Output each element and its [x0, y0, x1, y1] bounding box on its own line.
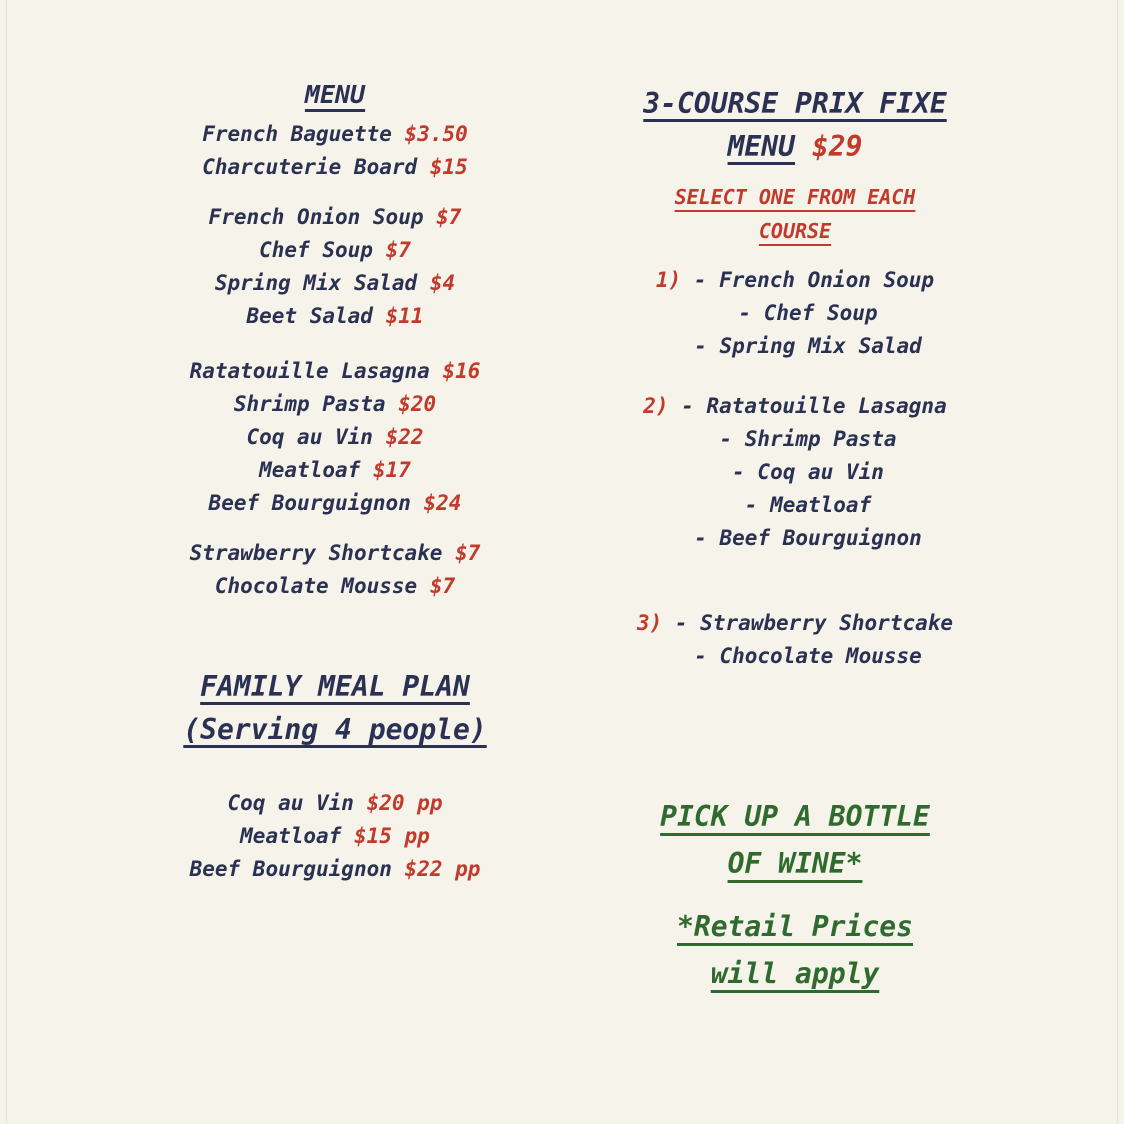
family-item-name: Coq au Vin [227, 791, 354, 815]
course-number: 2) [643, 394, 669, 418]
menu-group-desserts [120, 537, 550, 603]
menu-item-price: $22 [385, 425, 424, 449]
course-2 [580, 390, 1010, 555]
menu-item-price: $16 [442, 359, 481, 383]
family-meal-title: FAMILY MEAL PLAN [200, 670, 470, 703]
menu-item-price: $3.50 [404, 122, 468, 146]
course-item [580, 607, 1010, 640]
menu-group-mains [120, 355, 550, 520]
menu-item-name: Chef Soup [259, 238, 373, 262]
family-item-price: $22 pp [404, 857, 481, 881]
menu-item-price: $7 [455, 541, 481, 565]
menu-item-name: Ratatouille Lasagna [189, 359, 430, 383]
course-item: - Beef Bourguignon [694, 526, 922, 550]
family-meal-subtitle: (Serving 4 people) [183, 713, 487, 746]
family-item [120, 820, 550, 853]
menu-item-price: $7 [436, 205, 462, 229]
course-item: - Chocolate Mousse [694, 644, 922, 668]
menu-item-price: $17 [372, 458, 411, 482]
course-item-name: - Ratatouille Lasagna [681, 394, 947, 418]
menu-item [120, 151, 550, 184]
family-item-price: $15 pp [353, 824, 430, 848]
family-item-name: Meatloaf [240, 824, 342, 848]
wine-section [580, 793, 1010, 997]
menu-item [120, 355, 550, 388]
a-la-carte-column [120, 78, 550, 886]
wine-note: *Retail Prices [676, 910, 913, 943]
course-1 [580, 264, 1010, 363]
prix-fixe-menu-label: MENU [727, 130, 795, 163]
family-item-price: $20 pp [366, 791, 443, 815]
menu-item [120, 267, 550, 300]
menu-item [120, 388, 550, 421]
menu-title: MENU [304, 80, 366, 109]
course-item: - Meatloaf [744, 493, 872, 517]
course-number: 1) [655, 268, 682, 292]
wine-heading: PICK UP A BOTTLE [660, 800, 930, 833]
menu-item [120, 487, 550, 520]
course-item [580, 264, 1010, 297]
wine-heading-line2: OF WINE* [727, 847, 863, 880]
prix-fixe-title-line2 [580, 125, 1010, 168]
menu-item-name: Spring Mix Salad [214, 271, 418, 295]
menu-item-name: Beet Salad [246, 304, 373, 328]
menu-item [120, 454, 550, 487]
menu-group-soups-salads [120, 201, 550, 333]
menu-item-price: $7 [429, 574, 456, 598]
menu-item-name: French Onion Soup [208, 205, 424, 229]
course-item: - Shrimp Pasta [719, 427, 897, 451]
menu-item-name: Strawberry Shortcake [189, 541, 443, 565]
menu-item [120, 537, 550, 570]
family-item-name: Beef Bourguignon [189, 857, 392, 881]
prix-fixe-instruction-line2: COURSE [758, 219, 832, 243]
menu-item-name: French Baguette [202, 122, 392, 146]
prix-fixe-title: 3-COURSE PRIX FIXE [643, 87, 947, 120]
course-item: - Coq au Vin [732, 460, 884, 484]
menu-item-name: Shrimp Pasta [233, 392, 386, 416]
family-meal-section [120, 665, 550, 886]
menu-item-price: $20 [398, 392, 437, 416]
prix-fixe-price: $29 [811, 130, 863, 163]
course-item: - Spring Mix Salad [694, 334, 922, 358]
menu-group-starters [120, 118, 550, 184]
course-number: 3) [636, 611, 663, 635]
menu-item [120, 421, 550, 454]
menu-item [120, 300, 550, 333]
course-item-name: - French Onion Soup [693, 268, 935, 292]
menu-item-price: $7 [385, 238, 411, 262]
course-item [580, 390, 1010, 423]
menu-item-name: Chocolate Mousse [214, 574, 418, 598]
menu-item-price: $4 [429, 271, 456, 295]
menu-item [120, 234, 550, 267]
prix-fixe-instruction: SELECT ONE FROM EACH [674, 185, 916, 209]
menu-item-price: $24 [423, 491, 462, 515]
course-item: - Chef Soup [738, 301, 878, 325]
menu-item-name: Beef Bourguignon [208, 491, 411, 515]
wine-note-line2: will apply [710, 957, 880, 990]
family-item [120, 787, 550, 820]
menu-item-price: $15 [429, 155, 468, 179]
menu-item-price: $11 [385, 304, 424, 328]
menu-item [120, 570, 550, 603]
menu-item-name: Meatloaf [259, 458, 361, 482]
menu-item [120, 118, 550, 151]
menu-item-name: Charcuterie Board [202, 155, 418, 179]
course-3 [580, 607, 1010, 673]
prix-fixe-column [580, 82, 1010, 997]
course-item-name: - Strawberry Shortcake [674, 611, 954, 635]
family-item [120, 853, 550, 886]
menu-item-name: Coq au Vin [246, 425, 373, 449]
menu-item [120, 201, 550, 234]
